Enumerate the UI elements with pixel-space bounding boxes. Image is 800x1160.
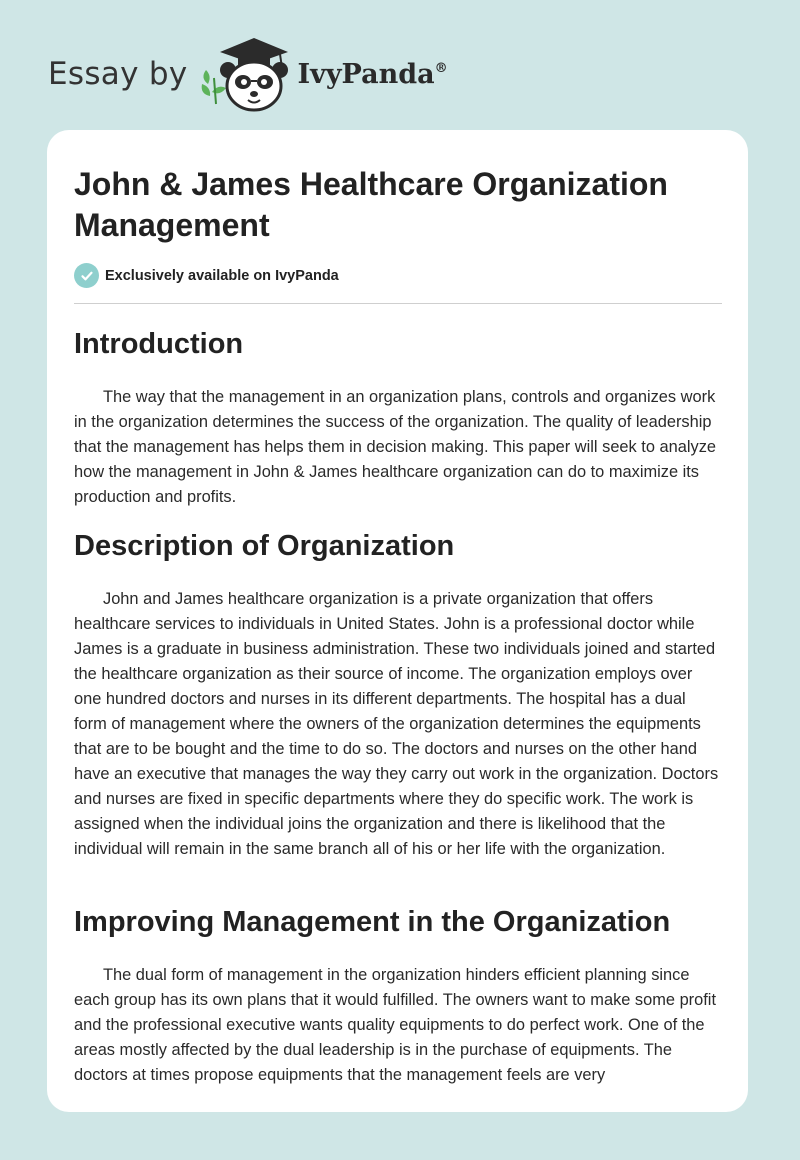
section-heading-introduction: Introduction xyxy=(74,328,244,360)
divider xyxy=(74,303,722,304)
section-heading-improving: Improving Management in the Organization xyxy=(74,906,671,938)
brand-name[interactable] xyxy=(298,59,448,90)
article-title: John & James Healthcare Organization Management xyxy=(74,166,668,243)
exclusive-label: Exclusively available on IvyPanda xyxy=(105,267,339,284)
section-body-description: John and James healthcare organization is a private organization that offers healthcare services to individuals in United States. John is a professional doctor while James is a graduate in business administration. These two individuals joined and started the healthcare organization as their source of income. The organization employs over one hundred doctors and nurses in its different departments. The hospital has a dual form of management where the owners of the organization determines the equipments that are to be bought and the time to do so. The doctors and nurses on the other hand have an executive that manages the way they carry out work in the organization. Doctors and nurses are fixed in specific departments where they do specific work. The work is assigned when the individual joins the organization and there is likelihood that the individual will remain in the same branch all of his or her life with the organization. xyxy=(74,590,719,858)
essay-by-label: Essay by xyxy=(48,56,188,92)
registered-mark: ® xyxy=(434,60,448,76)
check-circle-icon xyxy=(74,263,99,288)
site-header xyxy=(48,34,508,114)
section-heading-description: Description of Organization xyxy=(74,530,455,562)
brand-text: IvyPanda xyxy=(297,58,435,90)
section-body-introduction: The way that the management in an organization plans, controls and organizes work in the organization determines the success of the organization. The quality of leadership that the management has helps them in decision making. This paper will seek to analyze how the management in John & James healthcare organization can do to maximize its production and profits. xyxy=(74,388,717,506)
exclusive-badge xyxy=(74,263,339,288)
panda-graduate-logo-icon[interactable] xyxy=(198,34,294,114)
section-body-improving: The dual form of management in the organization hinders efficient planning since each group has its own plans that it would fulfilled. The owners want to make some profit and the professional executive wants quality equipments to do perfect work. One of the areas mostly affected by the dual leadership is in the purchase of equipments. The doctors at times propose equipments that the management feels are very xyxy=(74,966,717,1084)
article-card xyxy=(47,130,748,1112)
